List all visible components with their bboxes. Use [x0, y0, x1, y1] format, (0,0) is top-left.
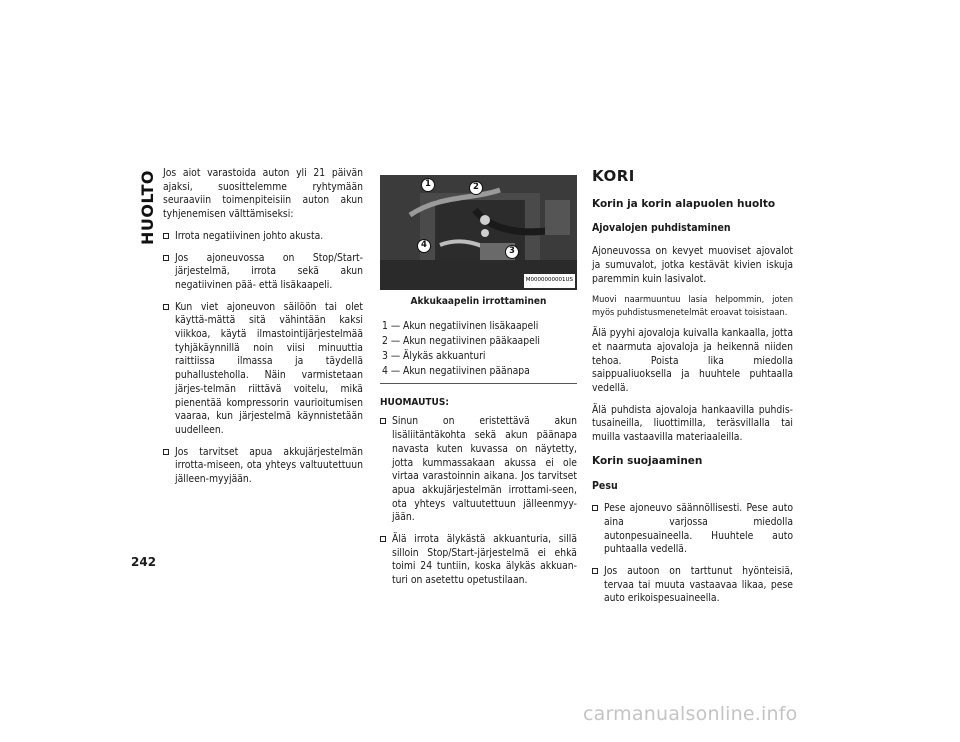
- section-tab-huolto: HUOLTO: [138, 170, 157, 246]
- subsection-heading: Pesu: [592, 479, 618, 492]
- checkbox-bullet-icon: [380, 536, 386, 542]
- intro-paragraph: Jos aiot varastoida auton yli 21 päivän ajaksi, suosittelemme ryhtymään seuraaviin toimenpiteisiin auton akun tyhjenemisen välttämiseksi:: [163, 167, 363, 221]
- callout-4: 4: [417, 239, 431, 253]
- paragraph: Älä pyyhi ajovaloja kuivalla kankaalla, jotta et naarmuta ajovaloja ja heikennä niiden tehoa. Poista lika miedolla saippualiuoksella ja huuhtele puhtaalla vedellä.: [592, 327, 793, 395]
- checkbox-bullet-icon: [163, 233, 169, 239]
- list-item: Älä irrota älykästä akkuanturia, sillä silloin Stop/Start-järjestelmä ei ehkä toimi 24 tuntiin, koska älykäs akkuan-turi on asetettu opetustilaan.: [380, 533, 577, 588]
- list-item: Irrota negatiivinen johto akusta.: [163, 230, 363, 244]
- list-item: Kun viet ajoneuvon säilöön tai olet käyttä-mättä sitä vähintään kaksi viikkoa, käytä ilmastointijärjestelmää tyhjäkäynnillä noin viisi minuuttia raittiissa ilmassa ja täydellä puhallusteholla. Näin varmistetaan järjes-telmän riittävä voitelu, mikä pienentää kompressorin vaurioitumisen vaaraa, kun järjestelmä käynnistetään uudelleen.: [163, 301, 363, 438]
- page-number: 242: [131, 555, 157, 569]
- wash-list: [592, 502, 793, 606]
- list-item: Jos ajoneuvossa on Stop/Start-järjestelmä, irrota sekä akun negatiivinen pää- että lisäkaapeli.: [163, 252, 363, 293]
- list-item: Jos tarvitset apua akkujärjestelmän irrotta-miseen, ota yhteys valtuutettuun jälleen-myyjään.: [163, 446, 363, 487]
- legend-item: 4 — Akun negatiivinen päänapa: [382, 364, 530, 377]
- callout-1: 1: [421, 178, 435, 192]
- list-item: Sinun on eristettävä akun lisäliitäntäkohta sekä akun päänapa navasta kuten kuvassa on näytetty, jotta kummassakaan akussa ei ole virtaa varastoinnin aikana. Jos tarvitset apua akkujärjestelmän irrottami-seen, ota yhteys valtuutettuun jälleenmyy-jään.: [380, 415, 577, 525]
- legend-item: 3 — Älykäs akkuanturi: [382, 349, 486, 362]
- section-heading: Korin ja korin alapuolen huolto: [592, 197, 776, 210]
- checkbox-bullet-icon: [163, 449, 169, 455]
- column-middle: [380, 175, 577, 596]
- checkbox-bullet-icon: [163, 304, 169, 310]
- paragraph: Älä puhdista ajovaloja hankaavilla puhdis-tusaineilla, liuottimilla, teräsvillalla tai muilla vastaavilla materiaaleilla.: [592, 403, 793, 444]
- callout-3: 3: [505, 245, 519, 259]
- list-item: Pese ajoneuvo säännöllisesti. Pese auto aina varjossa miedolla autonpesuaineella. Huuhtele auto puhtaalla vedellä.: [592, 502, 793, 557]
- photo-id-label: M0000000001US: [524, 274, 575, 288]
- checkbox-bullet-icon: [592, 568, 598, 574]
- checkbox-bullet-icon: [163, 255, 169, 261]
- figure-legend: [380, 319, 577, 384]
- subsection-heading: Ajovalojen puhdistaminen: [592, 222, 731, 235]
- paragraph: Muovi naarmuuntuu lasia helpommin, joten myös puhdistusmenetelmät eroavat toisistaan.: [592, 294, 793, 318]
- paragraph: Ajoneuvossa on kevyet muoviset ajovalot ja sumuvalot, jotka kestävät kivien iskuja paremmin kuin lasivalot.: [592, 245, 793, 285]
- column-left: [163, 167, 363, 495]
- chapter-title: KORI: [592, 167, 635, 185]
- checkbox-bullet-icon: [380, 418, 386, 424]
- checkbox-bullet-icon: [592, 505, 598, 511]
- section-heading: Korin suojaaminen: [592, 454, 703, 467]
- figure-caption: Akkukaapelin irrottaminen: [410, 296, 547, 307]
- callout-2: 2: [469, 181, 483, 195]
- legend-item: 1 — Akun negatiivinen lisäkaapeli: [382, 319, 539, 332]
- watermark: carmanualsonline.info: [583, 703, 798, 725]
- storage-steps-list: [163, 230, 363, 487]
- note-heading: HUOMAUTUS:: [380, 396, 449, 408]
- legend-item: 2 — Akun negatiivinen pääkaapeli: [382, 334, 540, 347]
- battery-cable-photo: [380, 175, 577, 290]
- list-item: Jos autoon on tarttunut hyönteisiä, tervaa tai muuta vastaavaa likaa, pese auto erikoispesuaineella.: [592, 565, 793, 606]
- column-right: [592, 167, 793, 614]
- note-list: [380, 415, 577, 587]
